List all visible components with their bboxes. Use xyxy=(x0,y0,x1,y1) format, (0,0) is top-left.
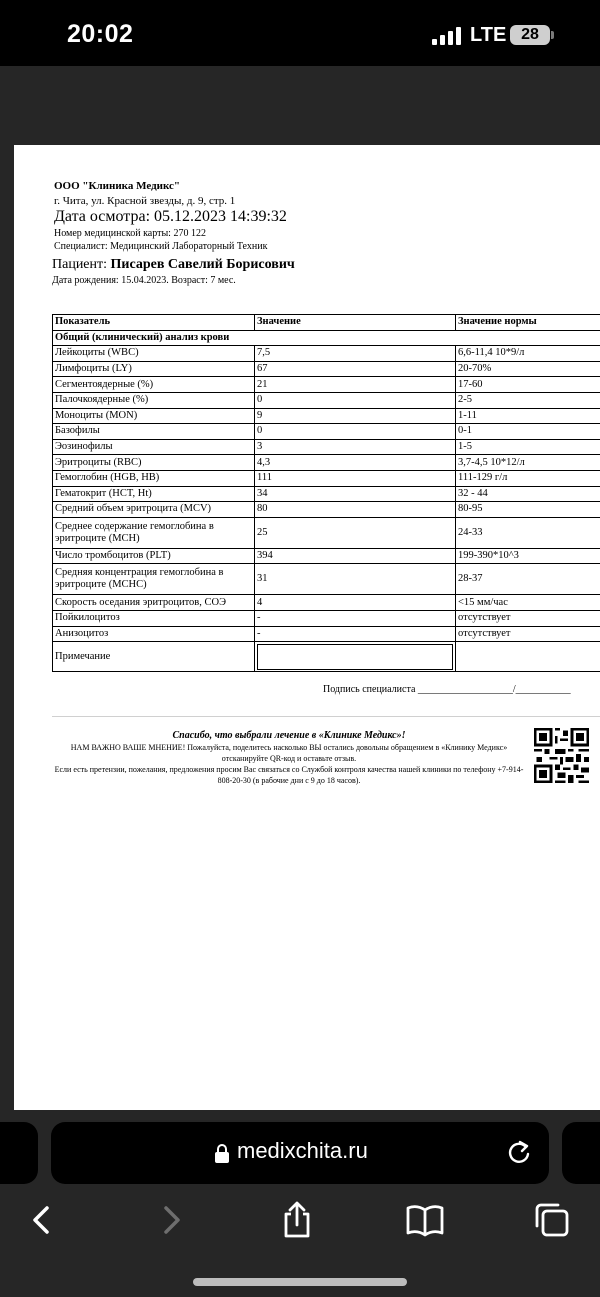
row-norm: 3,7-4,5 10*12/л xyxy=(456,455,600,471)
footer-contact: Если есть претензии, пожелания, предложения просим Вас связаться со Службой контроля качества нашей клиники по телефону +7-914-808-20-30 (в рабочие дни с 9 до 18 часов). xyxy=(54,765,524,785)
table-row xyxy=(53,564,600,595)
status-bar xyxy=(0,0,600,66)
row-value: - xyxy=(255,626,456,642)
row-norm: 28-37 xyxy=(456,564,600,595)
table-row xyxy=(53,595,600,611)
previous-tab-preview[interactable] xyxy=(0,1122,38,1184)
document-page xyxy=(14,145,600,1110)
row-name: Средняя концентрация гемоглобина в эритроците (MCHC) xyxy=(53,564,255,595)
birth-info: Дата рождения: 15.04.2023. Возраст: 7 мес. xyxy=(52,275,236,286)
row-value: 7,5 xyxy=(255,346,456,362)
footer-divider xyxy=(52,716,600,717)
table-row xyxy=(53,392,600,408)
row-value: - xyxy=(255,610,456,626)
bookmarks-icon[interactable] xyxy=(405,1200,445,1240)
row-norm: <15 мм/час xyxy=(456,595,600,611)
row-name: Число тромбоцитов (PLT) xyxy=(53,548,255,564)
battery-tip xyxy=(551,31,554,39)
network-type: LTE xyxy=(470,24,507,46)
status-time: 20:02 xyxy=(67,20,134,48)
row-name: Средний объем эритроцита (MCV) xyxy=(53,502,255,518)
clinic-address: г. Чита, ул. Красной звезды, д. 9, стр. 1 xyxy=(54,195,236,207)
row-name: Гематокрит (HCT, Ht) xyxy=(53,486,255,502)
header-norm: Значение нормы xyxy=(456,315,600,331)
row-value: 25 xyxy=(255,517,456,548)
row-norm: 1-11 xyxy=(456,408,600,424)
note-value-cell xyxy=(255,642,456,672)
tabs-icon[interactable] xyxy=(532,1200,572,1240)
battery-icon: 28 xyxy=(510,25,550,45)
signature-line: Подпись специалиста ___________________/___________ xyxy=(323,684,571,695)
note-box xyxy=(257,644,453,670)
row-name: Палочкоядерные (%) xyxy=(53,392,255,408)
patient-name: Писарев Савелий Борисович xyxy=(110,257,295,272)
row-name: Пойкилоцитоз xyxy=(53,610,255,626)
row-name: Эозинофилы xyxy=(53,439,255,455)
row-norm: 1-5 xyxy=(456,439,600,455)
row-value: 0 xyxy=(255,392,456,408)
row-value: 4 xyxy=(255,595,456,611)
row-norm: 0-1 xyxy=(456,424,600,440)
row-value: 34 xyxy=(255,486,456,502)
footer-text xyxy=(54,742,524,786)
row-norm: 17-60 xyxy=(456,377,600,393)
table-row xyxy=(53,610,600,626)
note-norm-cell xyxy=(456,642,600,672)
results-table xyxy=(52,314,600,672)
table-row xyxy=(53,626,600,642)
row-norm: отсутствует xyxy=(456,626,600,642)
viewer-background-left xyxy=(0,145,14,1110)
home-indicator[interactable] xyxy=(193,1278,407,1286)
footer-feedback: НАМ ВАЖНО ВАШЕ МНЕНИЕ! Пожалуйста, поделитесь насколько ВЫ остались довольны обращением в «Клинику Медикс» отсканируйте QR-код и оставьте отзыв. xyxy=(70,743,508,763)
row-name: Сегментоядерные (%) xyxy=(53,377,255,393)
table-row xyxy=(53,455,600,471)
table-row xyxy=(53,517,600,548)
table-row xyxy=(53,470,600,486)
patient-line xyxy=(52,257,295,273)
table-row xyxy=(53,408,600,424)
table-row xyxy=(53,502,600,518)
note-row xyxy=(53,642,600,672)
row-name: Эритроциты (RBC) xyxy=(53,455,255,471)
viewer-background-top xyxy=(0,66,600,145)
table-section-row xyxy=(53,330,600,346)
forward-icon[interactable] xyxy=(151,1200,191,1240)
row-value: 0 xyxy=(255,424,456,440)
back-icon[interactable] xyxy=(22,1200,62,1240)
row-name: Анизоцитоз xyxy=(53,626,255,642)
row-value: 80 xyxy=(255,502,456,518)
row-norm: 199-390*10^3 xyxy=(456,548,600,564)
signal-strength-icon xyxy=(432,27,464,45)
row-value: 4,3 xyxy=(255,455,456,471)
table-row xyxy=(53,424,600,440)
row-norm: отсутствует xyxy=(456,610,600,626)
row-name: Скорость оседания эритроцитов, СОЭ xyxy=(53,595,255,611)
header-value: Значение xyxy=(255,315,456,331)
row-value: 31 xyxy=(255,564,456,595)
table-header-row xyxy=(53,315,600,331)
table-row xyxy=(53,439,600,455)
section-title: Общий (клинический) анализ крови xyxy=(53,330,600,346)
row-name: Среднее содержание гемоглобина в эритроците (MCH) xyxy=(53,517,255,548)
note-label: Примечание xyxy=(53,642,255,672)
row-name: Лимфоциты (LY) xyxy=(53,361,255,377)
row-norm: 6,6-11,4 10*9/л xyxy=(456,346,600,362)
table-row xyxy=(53,377,600,393)
row-name: Лейкоциты (WBC) xyxy=(53,346,255,362)
row-value: 394 xyxy=(255,548,456,564)
table-row xyxy=(53,346,600,362)
row-name: Моноциты (MON) xyxy=(53,408,255,424)
table-row xyxy=(53,548,600,564)
card-number: Номер медицинской карты: 270 122 xyxy=(54,228,206,239)
table-row xyxy=(53,486,600,502)
row-value: 9 xyxy=(255,408,456,424)
table-row xyxy=(53,361,600,377)
specialist: Специалист: Медицинский Лабораторный Техник xyxy=(54,241,268,252)
clinic-name: ООО "Клиника Медикс" xyxy=(54,180,181,192)
exam-date: Дата осмотра: 05.12.2023 14:39:32 xyxy=(54,208,287,225)
next-tab-preview[interactable] xyxy=(562,1122,600,1184)
row-value: 111 xyxy=(255,470,456,486)
header-indicator: Показатель xyxy=(53,315,255,331)
url-text[interactable]: medixchita.ru xyxy=(237,1138,368,1163)
row-name: Базофилы xyxy=(53,424,255,440)
row-value: 21 xyxy=(255,377,456,393)
row-norm: 2-5 xyxy=(456,392,600,408)
row-norm: 24-33 xyxy=(456,517,600,548)
row-norm: 111-129 г/л xyxy=(456,470,600,486)
row-value: 3 xyxy=(255,439,456,455)
reload-icon[interactable] xyxy=(506,1138,532,1166)
lock-icon xyxy=(214,1143,230,1163)
row-norm: 80-95 xyxy=(456,502,600,518)
share-icon[interactable] xyxy=(277,1200,317,1240)
row-value: 67 xyxy=(255,361,456,377)
row-name: Гемоглобин (HGB, HB) xyxy=(53,470,255,486)
row-norm: 20-70% xyxy=(456,361,600,377)
qr-code-icon xyxy=(534,727,589,784)
row-norm: 32 - 44 xyxy=(456,486,600,502)
patient-label: Пациент: xyxy=(52,257,111,272)
thanks-text: Спасибо, что выбрали лечение в «Клинике Медикс»! xyxy=(172,730,406,741)
